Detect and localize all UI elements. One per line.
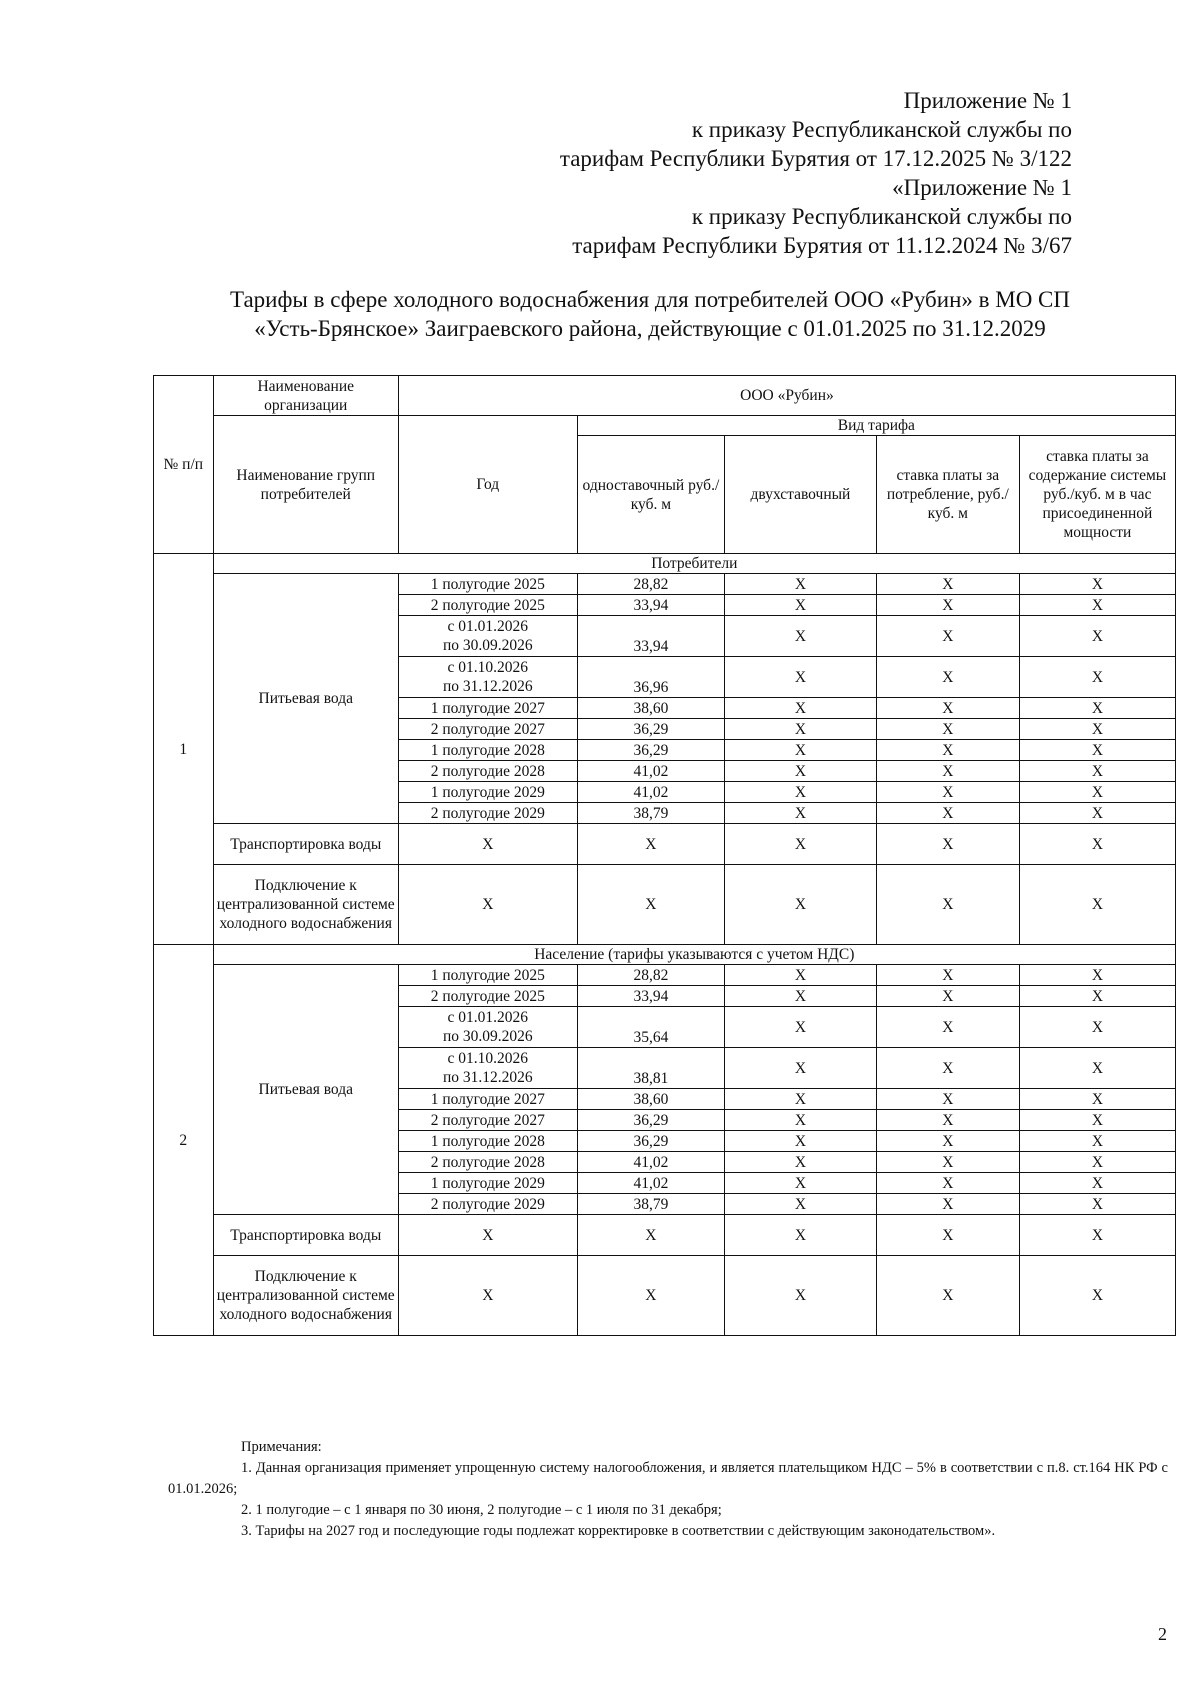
header-org-label: Наименование организации	[213, 376, 398, 416]
period-cell	[398, 1048, 577, 1089]
connection-two: X	[725, 1256, 877, 1336]
maintenance-rate-value: X	[1019, 574, 1175, 595]
two-rate-value: X	[725, 1089, 877, 1110]
consumption-rate-value: X	[876, 719, 1019, 740]
tariff-row	[154, 574, 1176, 595]
period-line-2: по 30.09.2026	[442, 1028, 533, 1045]
single-rate-value: 38,79	[577, 803, 724, 824]
two-rate-value: X	[725, 740, 877, 761]
two-rate-value: X	[725, 1048, 877, 1089]
consumption-rate-value: X	[876, 1110, 1019, 1131]
header-block	[560, 86, 1072, 260]
maintenance-rate-value: X	[1019, 616, 1175, 657]
two-rate-value: X	[725, 1152, 877, 1173]
two-rate-value: X	[725, 574, 877, 595]
drinking-water-label: Питьевая вода	[213, 574, 398, 824]
two-rate-value: X	[725, 1194, 877, 1215]
transport-row	[154, 824, 1176, 865]
single-rate-value: 33,94	[577, 595, 724, 616]
transport-two: X	[725, 824, 877, 865]
header-num: № п/п	[163, 456, 204, 473]
two-rate-value: X	[725, 1110, 877, 1131]
two-rate-value: X	[725, 719, 877, 740]
transport-maintenance: X	[1019, 1215, 1175, 1256]
transport-year: X	[398, 1215, 577, 1256]
section-title-row	[154, 945, 1176, 965]
period-cell: 1 полугодие 2027	[398, 1089, 577, 1110]
transport-row	[154, 1215, 1176, 1256]
section-title-row	[154, 554, 1176, 574]
period-cell: 1 полугодие 2025	[398, 574, 577, 595]
maintenance-rate-value: X	[1019, 1048, 1175, 1089]
notes-item-2: 2. 1 полугодие – с 1 января по 30 июня, 2 полугодие – с 1 июля по 31 декабря;	[241, 1502, 722, 1518]
maintenance-rate-value: X	[1019, 803, 1175, 824]
notes-item-3: 3. Тарифы на 2027 год и последующие годы подлежат корректировке в соответствии с действующим законодательством».	[241, 1523, 996, 1539]
maintenance-rate-value: X	[1019, 761, 1175, 782]
connection-maintenance: X	[1019, 1256, 1175, 1336]
section-number: 1	[154, 554, 214, 945]
drinking-water-label: Питьевая вода	[213, 965, 398, 1215]
header-line: тарифам Республики Бурятия от 11.12.2024 № 3/67	[572, 233, 1072, 258]
single-rate-value: 33,94	[577, 616, 724, 657]
consumption-rate-value: X	[876, 657, 1019, 698]
maintenance-rate-value: X	[1019, 698, 1175, 719]
period-cell: 2 полугодие 2025	[398, 595, 577, 616]
period-cell: 1 полугодие 2029	[398, 1173, 577, 1194]
header-tariff-type: Вид тарифа	[577, 416, 1175, 436]
period-cell: 2 полугодие 2029	[398, 1194, 577, 1215]
header-row-tariff-type	[154, 416, 1176, 436]
header-consumption-rate: ставка платы за потребление, руб./ куб. м	[876, 436, 1019, 554]
maintenance-rate-value: X	[1019, 1110, 1175, 1131]
connection-consumption: X	[876, 865, 1019, 945]
transport-two: X	[725, 1215, 877, 1256]
transport-label: Транспортировка воды	[213, 1215, 398, 1256]
notes-heading: Примечания:	[241, 1439, 322, 1455]
header-num-cell	[154, 376, 214, 554]
consumption-rate-value: X	[876, 616, 1019, 657]
connection-row	[154, 1256, 1176, 1336]
header-org-name: ООО «Рубин»	[398, 376, 1175, 416]
maintenance-rate-value: X	[1019, 740, 1175, 761]
consumption-rate-value: X	[876, 1089, 1019, 1110]
connection-single: X	[577, 1256, 724, 1336]
two-rate-value: X	[725, 965, 877, 986]
consumption-rate-value: X	[876, 782, 1019, 803]
consumption-rate-value: X	[876, 965, 1019, 986]
period-line-1: с 01.10.2026	[447, 659, 529, 676]
header-line: Приложение № 1	[903, 88, 1072, 113]
single-rate-value: 36,96	[577, 657, 724, 698]
consumption-rate-value: X	[876, 595, 1019, 616]
header-line: к приказу Республиканской службы по	[691, 117, 1072, 142]
period-line-2: по 31.12.2026	[442, 1069, 533, 1086]
maintenance-rate-value: X	[1019, 719, 1175, 740]
single-rate-value: 28,82	[577, 965, 724, 986]
maintenance-rate-value: X	[1019, 1089, 1175, 1110]
header-line: тарифам Республики Бурятия от 17.12.2025 № 3/122	[559, 146, 1072, 171]
consumption-rate-value: X	[876, 1173, 1019, 1194]
maintenance-rate-value: X	[1019, 965, 1175, 986]
period-cell	[398, 1007, 577, 1048]
transport-maintenance: X	[1019, 824, 1175, 865]
consumption-rate-value: X	[876, 986, 1019, 1007]
consumption-rate-value: X	[876, 1007, 1019, 1048]
transport-single: X	[577, 1215, 724, 1256]
two-rate-value: X	[725, 698, 877, 719]
consumption-rate-value: X	[876, 698, 1019, 719]
single-rate-value: 38,60	[577, 1089, 724, 1110]
maintenance-rate-value: X	[1019, 1194, 1175, 1215]
single-rate-value: 38,81	[577, 1048, 724, 1089]
notes	[168, 1437, 1168, 1542]
period-line-1: с 01.10.2026	[447, 1050, 529, 1067]
connection-year: X	[398, 1256, 577, 1336]
maintenance-rate-value: X	[1019, 1131, 1175, 1152]
connection-maintenance: X	[1019, 865, 1175, 945]
consumption-rate-value: X	[876, 740, 1019, 761]
two-rate-value: X	[725, 595, 877, 616]
header-maintenance-rate: ставка платы за содержание системы руб./куб. м в час присоединенной мощности	[1019, 436, 1175, 554]
maintenance-rate-value: X	[1019, 782, 1175, 803]
single-rate-value: 41,02	[577, 1173, 724, 1194]
period-cell	[398, 616, 577, 657]
two-rate-value: X	[725, 1007, 877, 1048]
section-title: Потребители	[213, 554, 1175, 574]
connection-single: X	[577, 865, 724, 945]
consumption-rate-value: X	[876, 761, 1019, 782]
period-line-1: с 01.01.2026	[447, 618, 529, 635]
page-number: 2	[1158, 1624, 1167, 1644]
connection-label: Подключение к централизованной системе холодного водоснабжения	[213, 1256, 398, 1336]
period-cell	[398, 657, 577, 698]
title-line-2: «Усть-Брянское» Заиграевского района, действующие с 01.01.2025 по 31.12.2029	[254, 316, 1046, 341]
single-rate-value: 35,64	[577, 1007, 724, 1048]
maintenance-rate-value: X	[1019, 657, 1175, 698]
single-rate-value: 36,29	[577, 740, 724, 761]
header-line: к приказу Республиканской службы по	[691, 204, 1072, 229]
single-rate-value: 38,79	[577, 1194, 724, 1215]
header-single-rate: одноставочный руб./ куб. м	[577, 436, 724, 554]
single-rate-value: 41,02	[577, 1152, 724, 1173]
maintenance-rate-value: X	[1019, 1152, 1175, 1173]
two-rate-value: X	[725, 782, 877, 803]
consumption-rate-value: X	[876, 1131, 1019, 1152]
maintenance-rate-value: X	[1019, 1173, 1175, 1194]
transport-label: Транспортировка воды	[213, 824, 398, 865]
tariff-table	[153, 375, 1176, 1336]
consumption-rate-value: X	[876, 1048, 1019, 1089]
two-rate-value: X	[725, 986, 877, 1007]
period-line-2: по 31.12.2026	[442, 678, 533, 695]
period-line-1: с 01.01.2026	[447, 1009, 529, 1026]
two-rate-value: X	[725, 761, 877, 782]
period-cell: 2 полугодие 2028	[398, 1152, 577, 1173]
consumption-rate-value: X	[876, 803, 1019, 824]
transport-year: X	[398, 824, 577, 865]
two-rate-value: X	[725, 1131, 877, 1152]
header-row-org	[154, 376, 1176, 416]
two-rate-value: X	[725, 1173, 877, 1194]
period-cell: 2 полугодие 2029	[398, 803, 577, 824]
title-line-1: Тарифы в сфере холодного водоснабжения для потребителей ООО «Рубин» в МО СП	[229, 287, 1071, 312]
single-rate-value: 41,02	[577, 761, 724, 782]
transport-consumption: X	[876, 1215, 1019, 1256]
section-title: Население (тарифы указываются с учетом НДС)	[213, 945, 1175, 965]
connection-year: X	[398, 865, 577, 945]
header-year: Год	[398, 416, 577, 554]
period-cell: 1 полугодие 2025	[398, 965, 577, 986]
maintenance-rate-value: X	[1019, 595, 1175, 616]
period-cell: 1 полугодие 2028	[398, 1131, 577, 1152]
connection-consumption: X	[876, 1256, 1019, 1336]
period-cell: 2 полугодие 2027	[398, 1110, 577, 1131]
transport-single: X	[577, 824, 724, 865]
period-cell: 2 полугодие 2028	[398, 761, 577, 782]
header-two-rate: двухставочный	[725, 436, 877, 554]
period-cell: 1 полугодие 2028	[398, 740, 577, 761]
consumption-rate-value: X	[876, 1194, 1019, 1215]
single-rate-value: 28,82	[577, 574, 724, 595]
two-rate-value: X	[725, 803, 877, 824]
two-rate-value: X	[725, 657, 877, 698]
period-cell: 2 полугодие 2027	[398, 719, 577, 740]
consumption-rate-value: X	[876, 1152, 1019, 1173]
period-cell: 2 полугодие 2025	[398, 986, 577, 1007]
single-rate-value: 36,29	[577, 1131, 724, 1152]
single-rate-value: 36,29	[577, 719, 724, 740]
consumption-rate-value: X	[876, 574, 1019, 595]
period-cell: 1 полугодие 2027	[398, 698, 577, 719]
header-line: «Приложение № 1	[892, 175, 1072, 200]
connection-row	[154, 865, 1176, 945]
connection-label: Подключение к централизованной системе холодного водоснабжения	[213, 865, 398, 945]
notes-item-1: 1. Данная организация применяет упрощенную систему налогообложения, и является плательщиком НДС – 5% в соответствии с п.8. ст.164 НК РФ с 01.01.2026;	[168, 1460, 1168, 1497]
single-rate-value: 36,29	[577, 1110, 724, 1131]
single-rate-value: 38,60	[577, 698, 724, 719]
document-title	[150, 285, 1150, 343]
tariff-row	[154, 965, 1176, 986]
period-cell: 1 полугодие 2029	[398, 782, 577, 803]
two-rate-value: X	[725, 616, 877, 657]
transport-consumption: X	[876, 824, 1019, 865]
period-line-2: по 30.09.2026	[442, 637, 533, 654]
section-number: 2	[154, 945, 214, 1336]
header-group-label: Наименование групп потребителей	[213, 416, 398, 554]
maintenance-rate-value: X	[1019, 986, 1175, 1007]
maintenance-rate-value: X	[1019, 1007, 1175, 1048]
connection-two: X	[725, 865, 877, 945]
single-rate-value: 41,02	[577, 782, 724, 803]
single-rate-value: 33,94	[577, 986, 724, 1007]
